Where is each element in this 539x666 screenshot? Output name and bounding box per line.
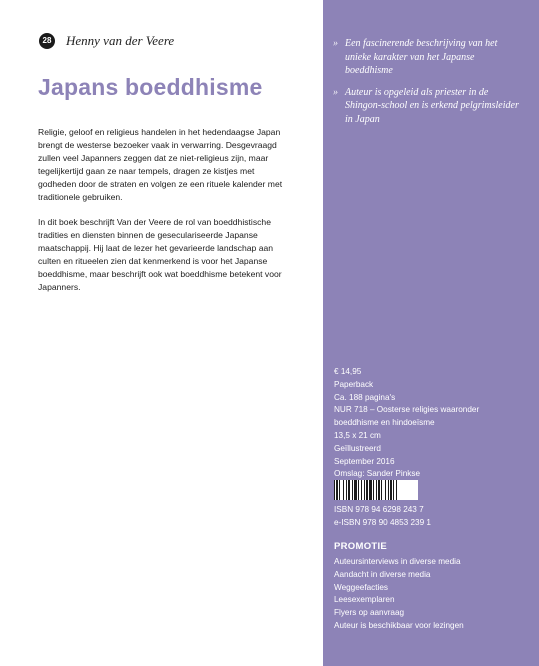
promo-heading: PROMOTIE [334,541,388,552]
spec-format: Paperback [334,379,374,389]
isbn-block [334,504,431,530]
promo-item: Auteursinterviews in diverse media [334,557,461,566]
spec-illustrated: Geïllustreerd [334,443,381,453]
book-description [38,126,283,306]
description-paragraph: In dit boek beschrijft Van der Veere de rol van boeddhistische tradities en diensten binnen de geseculariseerde Japanse maatschappij. Hij laat de lezer het gevarieerde landschap aan culten en ritueelen zien dat kenmerkend is voor het Japanse boeddhisme, maar beschrijft ook wat boeddhisme betekent voor Japanners. [38,217,282,292]
quote-marker-icon: » [333,38,338,49]
description-paragraph: Religie, geloof en religieus handelen in het hedendaagse Japan brengt de westerse bezoeker vaak in verwarring. Desgevraagd zullen veel Japanners zeggen dat ze niet-religieus zijn, maar tegelijkertijd gaan ze naar tempels, dragen ze kistjes met godheden door de straten en volgen ze een rituele kalender met traditionele gebruiken. [38,127,283,202]
promo-item: Auteur is beschikbaar voor lezingen [334,620,464,630]
highlights-list [333,37,523,134]
promo-item: Weggeefacties [334,582,389,592]
spec-size: 13,5 x 21 cm [334,430,381,440]
promo-item: Flyers op aanvraag [334,608,405,618]
spec-price: € 14,95 [334,367,362,376]
author-name: Henny van der Veere [66,33,175,48]
promo-item: Leesexemplaren [334,595,395,605]
spec-pages: Ca. 188 pagina's [334,392,396,402]
promo-list [334,556,464,633]
page-number-badge: 28 [39,33,55,49]
spec-cover: Omslag: Sander Pinkse [334,469,421,479]
highlight-text: Auteur is opgeleid als priester in de Shingon-school en is erkend pelgrimsleider in Japan [345,86,519,125]
quote-marker-icon: » [333,86,338,98]
highlight-item [333,37,523,78]
book-title: Japans boeddhisme [38,74,263,100]
spec-nur-cont: boeddhisme en hindoeïsme [334,418,435,428]
e-isbn: e-ISBN 978 90 4853 239 1 [334,517,431,527]
product-specs [334,366,524,481]
highlight-text: Een fascinerende beschrijving van het unieke karakter van het Japanse boeddhisme [345,38,498,76]
spec-date: September 2016 [334,456,395,466]
highlight-item [333,86,523,127]
promo-item: Aandacht in diverse media [334,569,431,579]
barcode-icon [334,480,418,500]
spec-nur: NUR 718 – Oosterse religies waaronder [334,405,480,415]
isbn: ISBN 978 94 6298 243 7 [334,505,424,514]
